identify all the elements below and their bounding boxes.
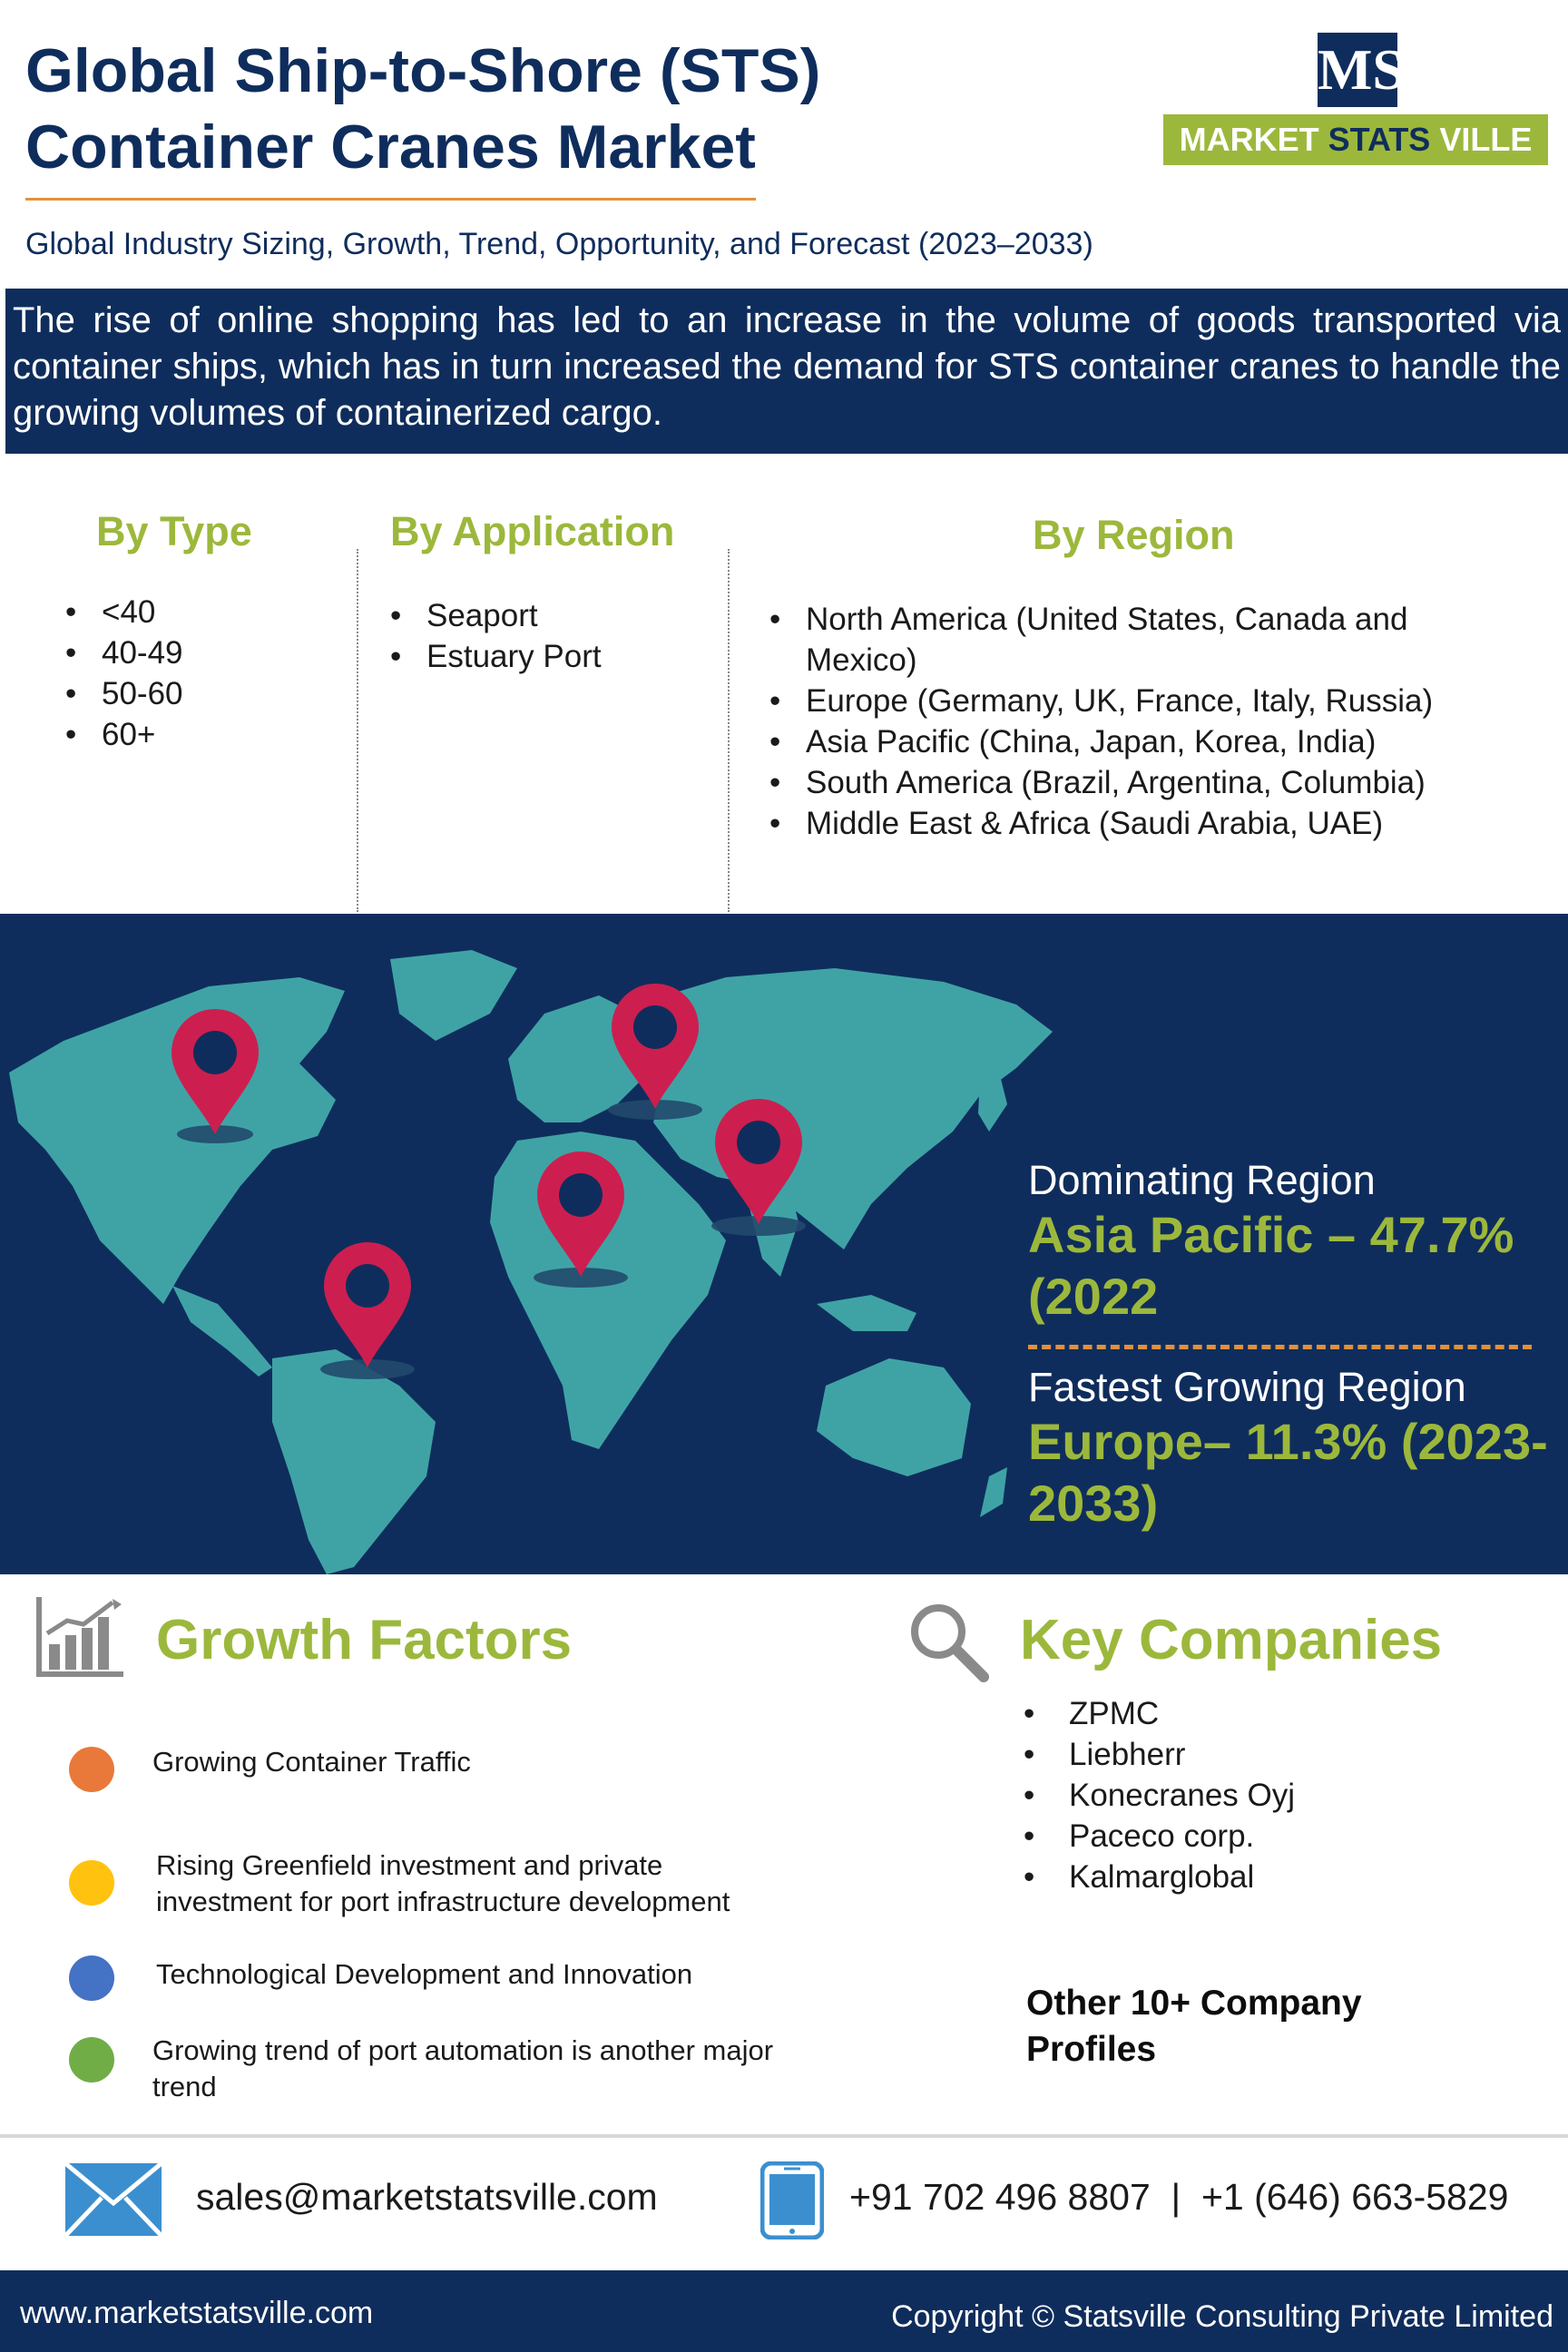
growth-factors-heading: Growth Factors xyxy=(156,1609,573,1671)
central-america-shape xyxy=(172,1286,272,1377)
page-title xyxy=(25,33,820,185)
segment-divider xyxy=(357,549,358,912)
contact-divider xyxy=(0,2134,1568,2138)
page-subtitle: Global Industry Sizing, Growth, Trend, Opportunity, and Forecast (2023–2033) xyxy=(25,227,1093,261)
list-item: • <40 xyxy=(56,592,252,632)
growth-factor-item: Technological Development and Innovation xyxy=(156,1958,693,1990)
footer-bar xyxy=(0,2270,1568,2352)
phone-icon xyxy=(760,2161,824,2239)
list-item: • 50-60 xyxy=(56,673,252,714)
list-item: • Seaport xyxy=(381,595,674,636)
growth-factor-item: Growing Container Traffic xyxy=(152,1746,471,1778)
list-item: • ZPMC xyxy=(1024,1693,1295,1734)
growth-factor-item: Rising Greenfield investment and private investment for port infrastructure development xyxy=(156,1849,730,1917)
list-item: • North America (United States, Canada and Mexico) xyxy=(760,599,1486,681)
list-item: • 40-49 xyxy=(56,632,252,673)
list-item: • Paceco corp. xyxy=(1024,1816,1295,1857)
key-companies-heading: Key Companies xyxy=(1020,1609,1443,1671)
map-pin-icon xyxy=(324,1242,411,1367)
list-item: • Kalmarglobal xyxy=(1024,1857,1295,1897)
key-companies-list xyxy=(1024,1693,1295,1897)
world-map xyxy=(0,914,1071,1574)
indonesia-shape xyxy=(817,1295,916,1331)
contact-phone[interactable]: +91 702 496 8807 | +1 (646) 663-5829 xyxy=(849,2176,1509,2218)
contact-email[interactable]: sales@marketstatsville.com xyxy=(196,2176,658,2218)
segment-heading-application: By Application xyxy=(390,508,675,554)
title-line-2: Container Cranes Market xyxy=(25,113,756,181)
factor-bullet-orange xyxy=(69,1747,114,1792)
new-zealand-shape xyxy=(980,1467,1007,1517)
magnifier-icon xyxy=(907,1601,989,1682)
south-america-shape xyxy=(272,1349,436,1574)
logo-monogram: MS xyxy=(1318,33,1397,107)
mail-icon xyxy=(65,2163,162,2236)
segment-divider xyxy=(728,549,730,912)
logo-word-ville: VILLE xyxy=(1430,121,1533,158)
list-item: • Middle East & Africa (Saudi Arabia, UAE) xyxy=(760,803,1486,844)
fastest-region-label: Fastest Growing Region xyxy=(1028,1364,1466,1410)
logo-word-market: MARKET xyxy=(1179,121,1328,158)
continents xyxy=(9,950,1053,1574)
fastest-region-value: Europe– 11.3% (2023-2033) xyxy=(1028,1413,1548,1532)
growth-factor-item: Growing trend of port automation is another major trend xyxy=(152,2034,774,2102)
greenland-shape xyxy=(390,950,517,1041)
segment-by-application xyxy=(381,508,674,677)
factor-bullet-blue xyxy=(69,1955,114,2001)
title-line-1: Global Ship-to-Shore (STS) xyxy=(25,36,821,105)
footer-copyright: Copyright © Statsville Consulting Private Limited xyxy=(891,2299,1553,2334)
application-list xyxy=(381,595,674,677)
list-item: • 60+ xyxy=(56,714,252,755)
region-list xyxy=(760,599,1486,844)
intro-banner: The rise of online shopping has led to an increase in the volume of goods transported via container ships, which has in turn increased the demand for STS container cranes to handle the growing volumes of containerized cargo. xyxy=(5,289,1568,454)
company-logo xyxy=(1163,33,1548,171)
dominating-region-label: Dominating Region xyxy=(1028,1157,1376,1203)
list-item: • Liebherr xyxy=(1024,1734,1295,1775)
factor-bullet-green xyxy=(69,2037,114,2082)
footer-website-link[interactable]: www.marketstatsville.com xyxy=(20,2296,374,2330)
list-item: • Estuary Port xyxy=(381,636,674,677)
segment-heading-type: By Type xyxy=(96,508,252,554)
australia-shape xyxy=(817,1358,971,1476)
segment-heading-region: By Region xyxy=(1033,512,1235,558)
type-list xyxy=(56,592,252,755)
list-item: • Konecranes Oyj xyxy=(1024,1775,1295,1816)
north-america-shape xyxy=(9,977,345,1304)
title-underline xyxy=(25,198,756,201)
segment-by-type xyxy=(56,508,252,755)
segment-by-region xyxy=(760,508,1541,844)
world-map-section xyxy=(0,914,1568,1574)
logo-wordmark xyxy=(1163,114,1548,165)
other-companies-note: Other 10+ Company Profiles xyxy=(1026,1984,1362,2069)
list-item: • Asia Pacific (China, Japan, Korea, India) xyxy=(760,721,1486,762)
dominating-region-value: Asia Pacific – 47.7% (2022 xyxy=(1028,1206,1514,1325)
list-item: • South America (Brazil, Argentina, Columbia) xyxy=(760,762,1486,803)
bar-chart-icon xyxy=(36,1597,123,1679)
factor-bullet-yellow xyxy=(69,1860,114,1906)
list-item: • Europe (Germany, UK, France, Italy, Russia) xyxy=(760,681,1486,721)
region-divider xyxy=(1028,1345,1532,1349)
logo-word-stats: STATS xyxy=(1328,121,1431,158)
